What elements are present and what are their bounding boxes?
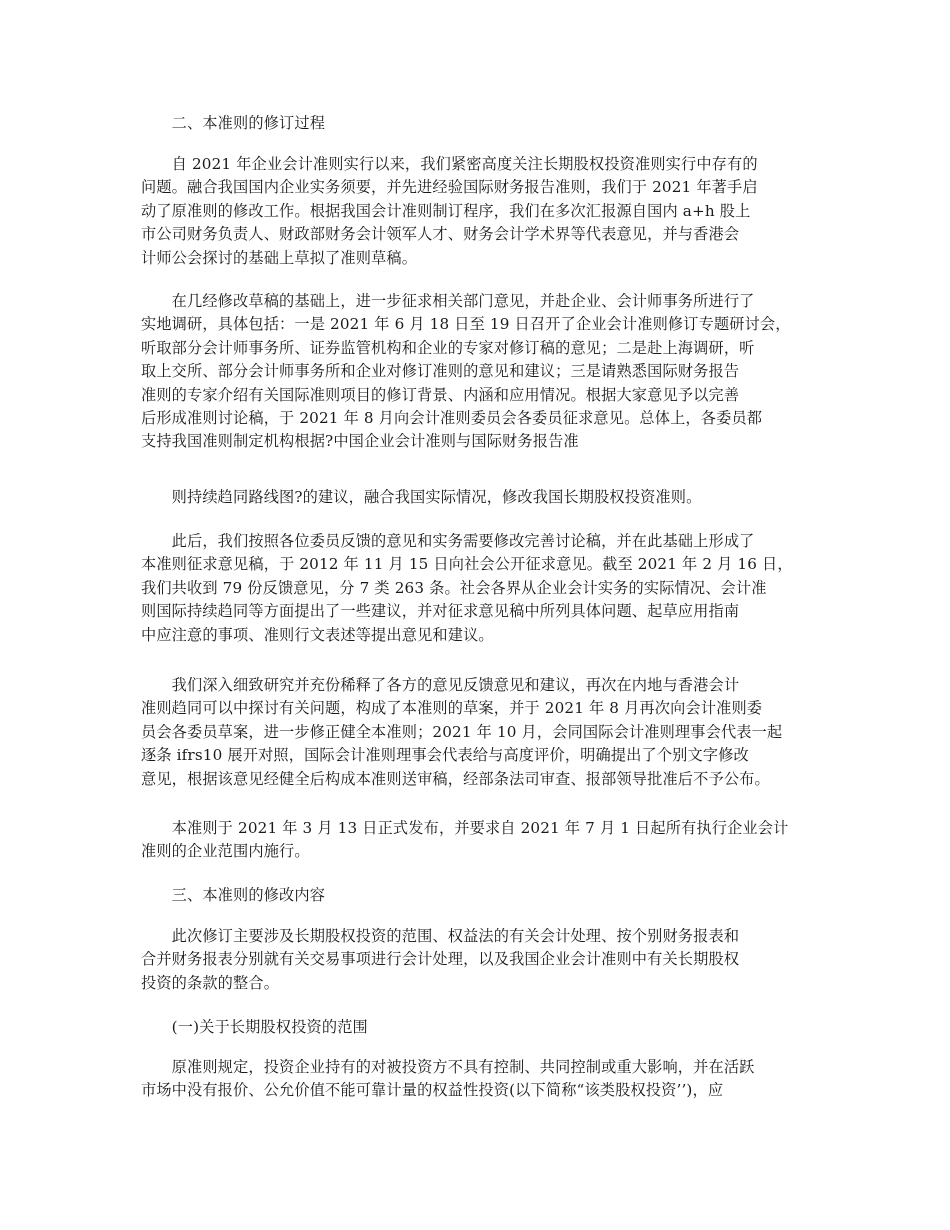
paragraph-exposure-draft bbox=[141, 530, 821, 647]
text-line: 原准则规定，投资企业持有的对被投资方不具有控制、共同控制或重大影响，并在活跃 bbox=[141, 1058, 755, 1076]
text-line: 意见，根据该意见经健全后构成本准则送审稿，经部条法司审查、报部领导批准后不予公布。 bbox=[141, 769, 770, 788]
text-line: 则国际持续趋同等方面提出了一些建议，并对征求意见稿中所列具体问题、起草应用指南 bbox=[141, 602, 740, 621]
text-line: 自 2021 年企业会计准则实行以来，我们紧密高度关注长期股权投资准则实行中存有的 bbox=[141, 155, 758, 173]
text-line: 员会各委员草案，进一步修正健全本准则；2021 年 10 月，会同国际会计准则理事会代表一起 bbox=[141, 722, 783, 741]
text-line: 问题。融合我国国内企业实务须要，并先进经验国际财务报告准则，我们于 2021 年著手启 bbox=[141, 178, 758, 197]
text-line: 听取部分会计师事务所、证券监管机构和企业的专家对修订稿的意见；二是赴上海调研，听 bbox=[141, 338, 755, 357]
text-line: 准则的专家介绍有关国际准则项目的修订背景、内涵和应用情况。根据大家意见予以完善 bbox=[141, 385, 740, 404]
text-line: 支持我国准则制定机构根据?中国企业会计准则与国际财务报告准 bbox=[141, 432, 579, 451]
paragraph-revision-scope bbox=[141, 925, 821, 995]
text-line: 二、本准则的修订过程 bbox=[141, 114, 326, 132]
text-line: 实地调研，具体包括：一是 2021 年 6 月 18 日至 19 日召开了企业会计准则修订专题研讨会， bbox=[141, 315, 791, 334]
paragraph-revision-start bbox=[141, 153, 821, 270]
text-line: 三、本准则的修改内容 bbox=[141, 886, 326, 904]
text-line: (一)关于长期股权投资的范围 bbox=[141, 1018, 368, 1036]
text-line: 本准则征求意见稿，于 2012 年 11 月 15 日向社会公开征求意见。截至 2021 年 2 月 16 日， bbox=[141, 555, 793, 574]
text-line: 本准则于 2021 年 3 月 13 日正式发布，并要求自 2021 年 7 月 1 日起所有执行企业会计 bbox=[141, 819, 789, 837]
section-heading-revision-content bbox=[141, 884, 821, 907]
text-line: 准则趋同可以中探讨有关问题，构成了本准则的草案，并于 2021 年 8 月再次向会计准则委 bbox=[141, 699, 763, 718]
text-line: 合并财务报表分别就有关交易事项进行会计处理，以及我国企业会计准则中有关长期股权 bbox=[141, 950, 740, 969]
text-line: 此次修订主要涉及长期股权投资的范围、权益法的有关会计处理、按个别财务报表和 bbox=[141, 927, 740, 945]
text-line: 我们共收到 79 份反馈意见，分 7 类 263 条。社会各界从企业会计实务的实际情况、会计准 bbox=[141, 578, 767, 597]
text-line: 市场中没有报价、公允价值不能可靠计量的权益性投资(以下简称“该类股权投资’’)，应 bbox=[141, 1081, 724, 1100]
text-line: 逐条 ifrs10 展开对照，国际会计准则理事会代表给与高度评价，明确提出了个别文字修改 bbox=[141, 746, 749, 765]
text-line: 此后，我们按照各位委员反馈的意见和实务需要修改完善讨论稿，并在此基础上形成了 bbox=[141, 532, 755, 550]
text-line: 取上交所、部分会计师事务所和企业对修订准则的意见和建议；三是请熟悉国际财务报告 bbox=[141, 362, 740, 381]
paragraph-convergence-roadmap bbox=[141, 486, 821, 509]
text-line: 投资的条款的整合。 bbox=[141, 973, 280, 992]
text-line: 市公司财务负责人、财政部财务会计领军人才、财务会计学术界等代表意见，并与香港会 bbox=[141, 225, 740, 244]
section-heading-revision-process bbox=[141, 112, 821, 135]
text-line: 中应注意的事项、准则行文表述等提出意见和建议。 bbox=[141, 625, 494, 644]
paragraph-field-research bbox=[141, 290, 821, 454]
subsection-heading-investment-scope bbox=[141, 1016, 821, 1039]
text-line: 后形成准则讨论稿，于 2021 年 8 月向会计准则委员会各委员征求意见。总体上，各委员都 bbox=[141, 409, 763, 428]
paragraph-effective-date bbox=[141, 817, 821, 864]
paragraph-original-standard bbox=[141, 1056, 821, 1103]
text-line: 动了原准则的修改工作。根据我国会计准则制订程序，我们在多次汇报源自国内 a+h 股上 bbox=[141, 201, 751, 220]
text-line: 准则的企业范围内施行。 bbox=[141, 842, 310, 861]
text-line: 则持续趋同路线图?的建议，融合我国实际情况，修改我国长期股权投资准则。 bbox=[141, 488, 702, 506]
text-line: 我们深入细致研究并充份稀释了各方的意见反馈意见和建议，再次在内地与香港会计 bbox=[141, 676, 740, 694]
text-line: 在几经修改草稿的基础上，进一步征求相关部门意见，并赴企业、会计师事务所进行了 bbox=[141, 292, 755, 310]
text-line: 计师公会探讨的基础上草拟了准则草稿。 bbox=[141, 248, 418, 267]
paragraph-draft-and-review bbox=[141, 674, 821, 791]
